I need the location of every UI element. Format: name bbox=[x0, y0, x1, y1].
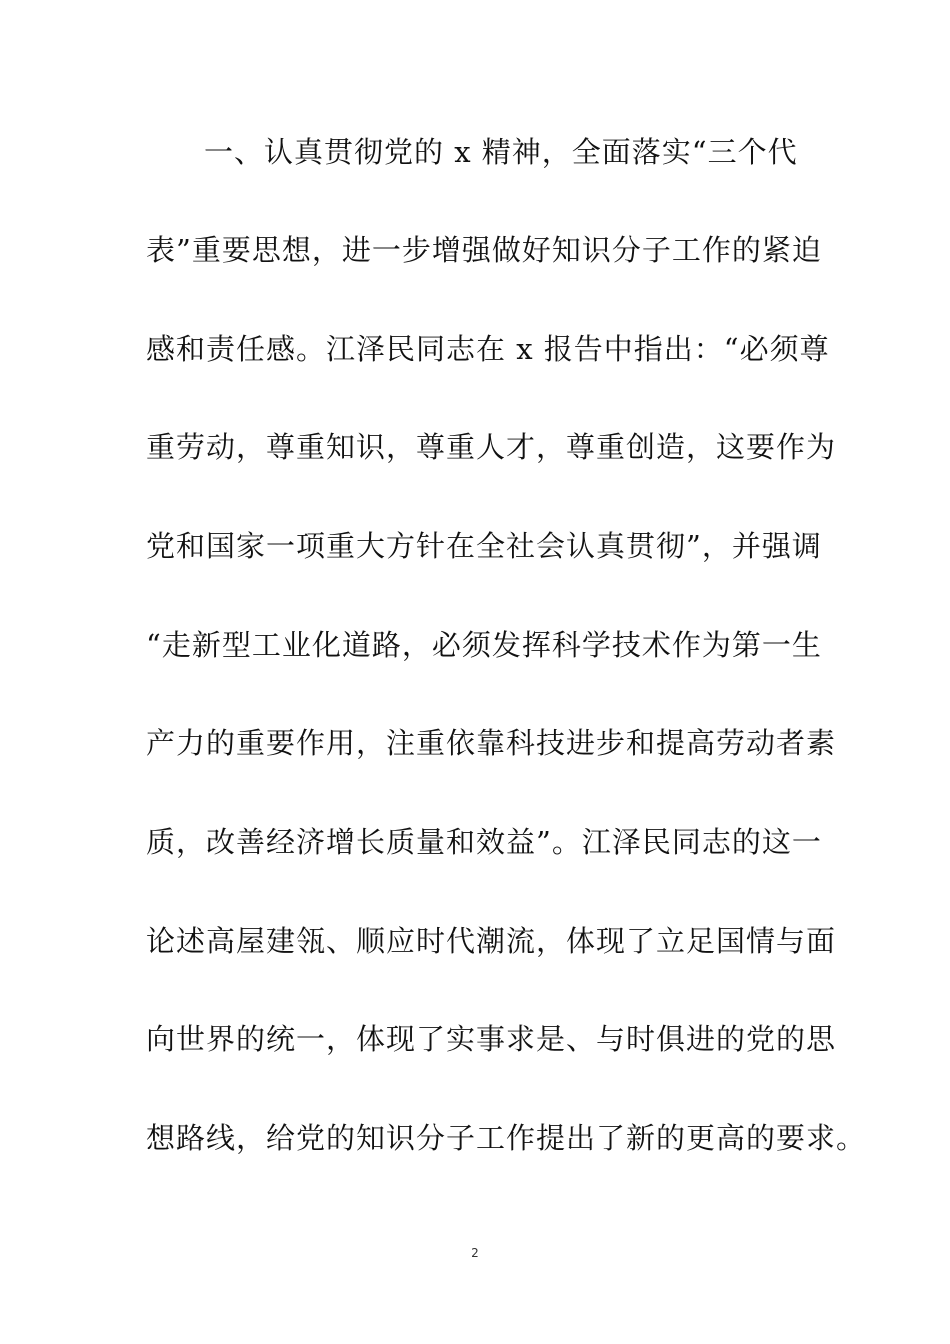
paragraph-line: “走新型工业化道路，必须发挥科学技术作为第一生 bbox=[146, 628, 822, 662]
paragraph-line: 向世界的统一，体现了实事求是、与时俱进的党的思 bbox=[146, 1022, 837, 1056]
paragraph-line: 质，改善经济增长质量和效益”。江泽民同志的这一 bbox=[146, 825, 822, 859]
paragraph-line: 感和责任感。江泽民同志在 x 报告中指出：“必须尊 bbox=[146, 332, 830, 366]
paragraph-line: 论述高屋建瓴、顺应时代潮流，体现了立足国情与面 bbox=[146, 924, 837, 958]
page-number: 2 bbox=[471, 1246, 479, 1260]
paragraph-line: 产力的重要作用，注重依靠科技进步和提高劳动者素 bbox=[146, 726, 837, 760]
paragraph-line: 党和国家一项重大方针在全社会认真贯彻”，并强调 bbox=[146, 529, 822, 563]
paragraph-line: 想路线，给党的知识分子工作提出了新的更高的要求。 bbox=[146, 1121, 867, 1155]
paragraph-line: 一、认真贯彻党的 x 精神，全面落实“三个代 bbox=[204, 135, 798, 169]
paragraph-line: 重劳动，尊重知识，尊重人才，尊重创造，这要作为 bbox=[146, 430, 837, 464]
paragraph-line: 表”重要思想，进一步增强做好知识分子工作的紧迫 bbox=[146, 233, 822, 267]
